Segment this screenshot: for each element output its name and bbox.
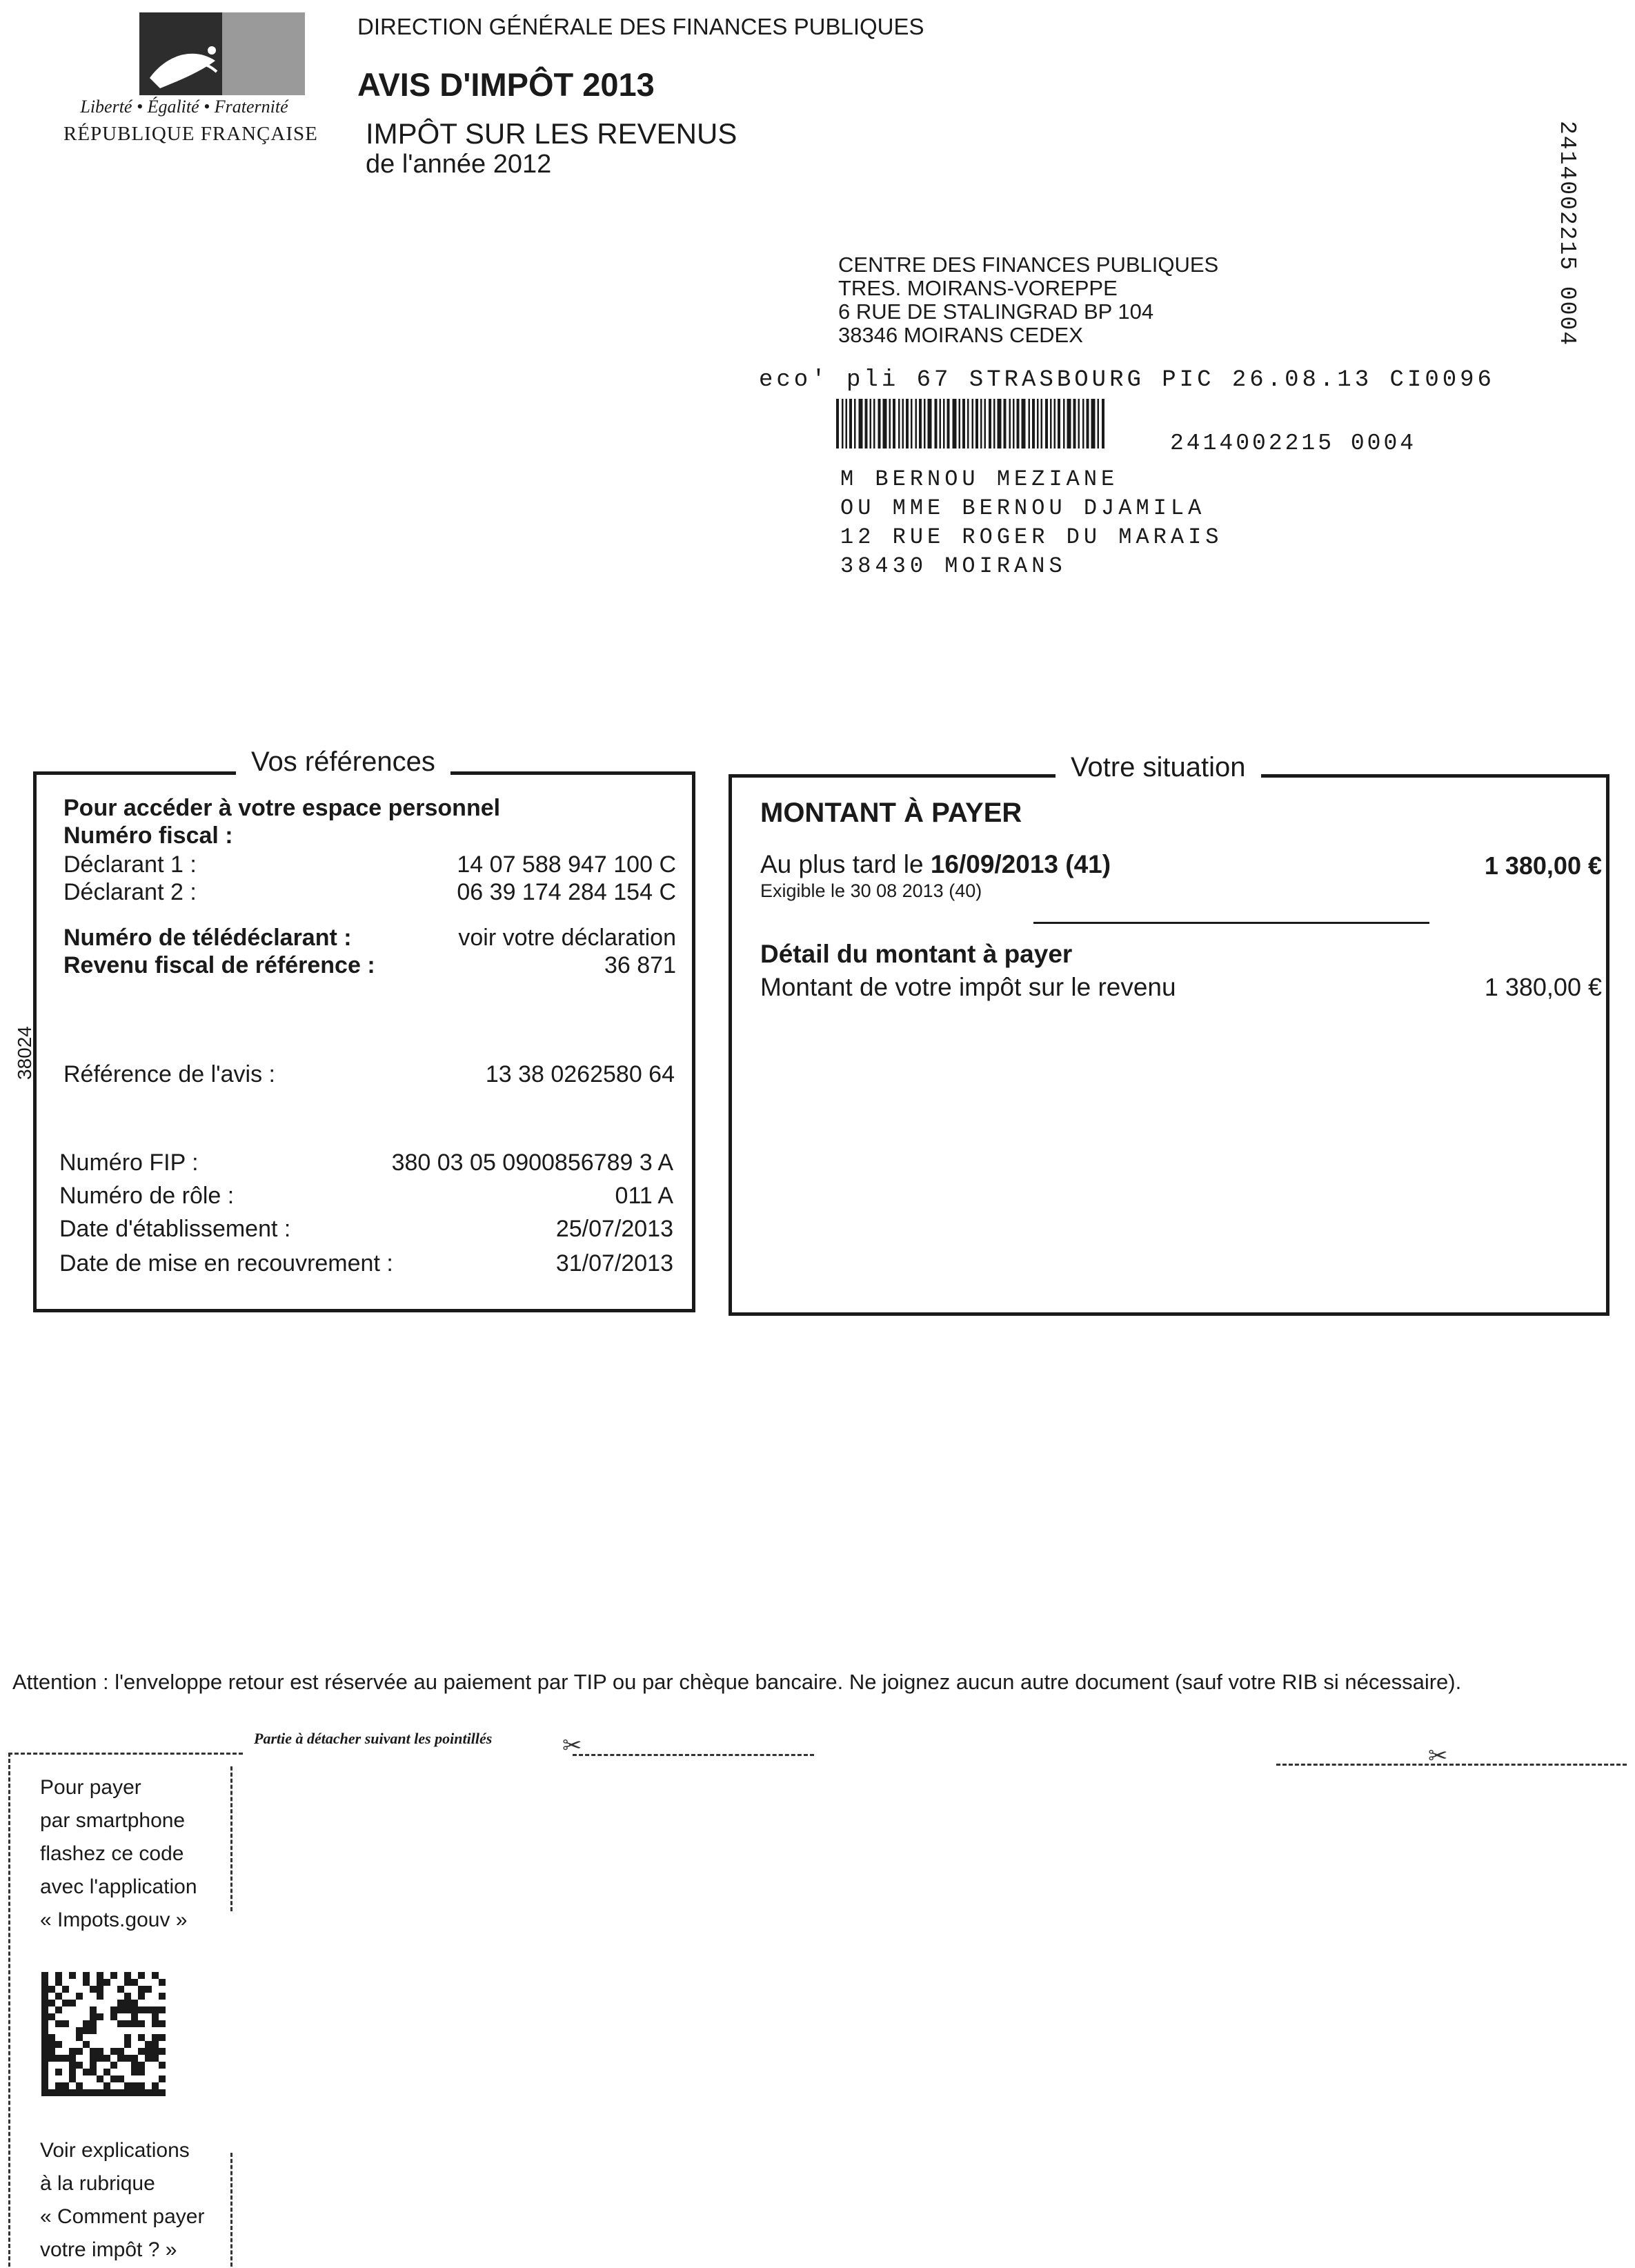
datamatrix-module <box>83 2069 90 2075</box>
fip-label: Numéro FIP : <box>59 1150 199 1176</box>
barcode-bar <box>972 399 974 448</box>
sender-line: CENTRE DES FINANCES PUBLIQUES <box>838 253 1219 277</box>
datamatrix-module <box>62 2055 69 2062</box>
datamatrix-module <box>83 2041 90 2048</box>
avis-label: Référence de l'avis : <box>63 1061 275 1087</box>
recipient-line: 38430 MOIRANS <box>840 553 1067 579</box>
barcode-bar <box>1058 399 1060 448</box>
barcode-bar <box>889 399 891 448</box>
datamatrix-module <box>124 2041 131 2048</box>
datamatrix-module <box>131 2082 138 2089</box>
datamatrix-module <box>41 2048 48 2055</box>
datamatrix-module <box>124 2055 131 2062</box>
barcode-bar <box>836 399 839 448</box>
barcode-bar <box>998 399 1002 448</box>
exigible-date: Exigible le 30 08 2013 (40) <box>760 880 982 901</box>
barcode-bar <box>1078 399 1080 448</box>
datamatrix-module <box>117 2020 124 2027</box>
recouv-value: 31/07/2013 <box>555 1250 673 1276</box>
datamatrix-module <box>97 1972 103 1979</box>
barcode-bar <box>975 399 978 448</box>
datamatrix-module <box>69 2075 76 2082</box>
datamatrix-module <box>48 2013 55 2020</box>
datamatrix-module <box>41 2013 48 2020</box>
datamatrix-module <box>90 2089 97 2096</box>
datamatrix-module <box>97 2089 103 2096</box>
datamatrix-module <box>159 2034 166 2041</box>
cut-line <box>1276 1764 1627 1766</box>
income-year: de l'année 2012 <box>366 150 552 179</box>
datamatrix-module <box>69 2069 76 2075</box>
datamatrix-module <box>41 2006 48 2013</box>
barcode-bar <box>893 399 895 448</box>
barcode-bar <box>1029 399 1031 448</box>
fip-value: 380 03 05 0900856789 3 A <box>391 1150 673 1176</box>
barcode-bar <box>873 399 875 448</box>
cut-line <box>573 1754 814 1756</box>
datamatrix-module <box>138 2062 145 2069</box>
datamatrix-module <box>41 2041 48 2048</box>
datamatrix-module <box>117 2075 124 2082</box>
barcode-bar <box>859 399 863 448</box>
datamatrix-module <box>97 1993 103 2000</box>
barcode-bar <box>943 399 945 448</box>
declarant2-value: 06 39 174 284 154 C <box>457 879 676 905</box>
datamatrix-module <box>55 2006 62 2013</box>
datamatrix-module <box>159 2075 166 2082</box>
barcode-bar <box>1037 399 1039 448</box>
barcode-bar <box>1054 399 1056 448</box>
datamatrix-module <box>83 2089 90 2096</box>
datamatrix-module <box>41 2089 48 2096</box>
teledeclarant-label: Numéro de télédéclarant : <box>63 925 352 951</box>
rfr-value: 36 871 <box>604 952 676 978</box>
datamatrix-module <box>41 1986 48 1993</box>
republic-name: RÉPUBLIQUE FRANÇAISE <box>63 123 318 145</box>
barcode-bar <box>1087 399 1089 448</box>
datamatrix-module <box>152 2048 159 2055</box>
datamatrix-module <box>145 2048 152 2055</box>
datamatrix-module <box>48 2089 55 2096</box>
datamatrix-module <box>117 2055 124 2062</box>
datamatrix-module <box>110 1972 117 1979</box>
datamatrix-module <box>152 2041 159 2048</box>
datamatrix-module <box>48 1986 55 1993</box>
datamatrix-module <box>117 2089 124 2096</box>
deadline-date: 16/09/2013 (41) <box>930 850 1111 878</box>
barcode-bar <box>849 399 852 448</box>
datamatrix-module <box>145 2006 152 2013</box>
datamatrix-module <box>131 2020 138 2027</box>
datamatrix-module <box>152 2013 159 2020</box>
barcode-bar <box>1050 399 1052 448</box>
datamatrix-module <box>145 1986 152 1993</box>
barcode-bar <box>967 399 969 448</box>
etab-value: 25/07/2013 <box>555 1216 673 1242</box>
datamatrix-module <box>41 2055 48 2062</box>
datamatrix-module <box>124 1993 131 2000</box>
declarant2-label: Déclarant 2 : <box>63 879 197 905</box>
datamatrix-module <box>131 2000 138 2006</box>
datamatrix-module <box>41 2082 48 2089</box>
datamatrix-module <box>76 2034 83 2041</box>
datamatrix-module <box>83 1979 90 1986</box>
datamatrix-module <box>152 2055 159 2062</box>
barcode-bar <box>911 399 913 448</box>
barcode-bar <box>993 399 995 448</box>
cut-line-vertical <box>8 1753 10 2267</box>
vertical-code: 38024 <box>14 1026 35 1080</box>
datamatrix-module <box>48 2034 55 2041</box>
role-label: Numéro de rôle : <box>59 1183 235 1209</box>
explanation-text: Voir explications <box>40 2139 190 2162</box>
avis-value: 13 38 0262580 64 <box>485 1061 675 1087</box>
datamatrix-module <box>90 2027 97 2034</box>
sender-line: 38346 MOIRANS CEDEX <box>838 323 1083 347</box>
datamatrix-module <box>103 2069 110 2075</box>
barcode-bar <box>1032 399 1035 448</box>
datamatrix-module <box>62 2000 69 2006</box>
amount-title: MONTANT À PAYER <box>760 798 1022 828</box>
datamatrix-module <box>159 2020 166 2027</box>
datamatrix-module <box>90 2055 97 2062</box>
datamatrix-module <box>152 2006 159 2013</box>
recipient-line: 12 RUE ROGER DU MARAIS <box>840 524 1223 550</box>
barcode-bar <box>1045 399 1048 448</box>
republic-motto: Liberté • Égalité • Fraternité <box>80 97 288 117</box>
barcode-bar <box>1082 399 1084 448</box>
datamatrix-module <box>138 2048 145 2055</box>
smartphone-text: « Impots.gouv » <box>40 1909 188 1931</box>
datamatrix-module <box>90 2013 97 2020</box>
datamatrix-module <box>69 2048 76 2055</box>
datamatrix-module <box>103 2089 110 2096</box>
declarant1-value: 14 07 588 947 100 C <box>457 851 676 878</box>
datamatrix-module <box>110 2013 117 2020</box>
barcode-bar <box>865 399 868 448</box>
datamatrix-module <box>152 2020 159 2027</box>
datamatrix-module <box>110 2089 117 2096</box>
datamatrix-module <box>41 2027 48 2034</box>
datamatrix-module <box>41 1972 48 1979</box>
datamatrix-module <box>97 1979 103 1986</box>
datamatrix-code[interactable] <box>41 1972 166 2096</box>
datamatrix-module <box>41 2034 48 2041</box>
datamatrix-module <box>97 1986 103 1993</box>
scissors-icon: ✂ <box>1428 1743 1448 1769</box>
smartphone-text: avec l'application <box>40 1875 197 1898</box>
situation-separator <box>1033 922 1429 924</box>
datamatrix-module <box>159 1979 166 1986</box>
barcode-bar <box>902 399 904 448</box>
direction-name: DIRECTION GÉNÉRALE DES FINANCES PUBLIQUES <box>357 14 924 39</box>
role-value: 011 A <box>615 1183 673 1209</box>
barcode-bar <box>1017 399 1020 448</box>
datamatrix-module <box>69 2062 76 2069</box>
barcode-bar <box>1063 399 1065 448</box>
deadline-line <box>760 850 1111 879</box>
datamatrix-module <box>138 1972 145 1979</box>
datamatrix-module <box>48 2041 55 2048</box>
datamatrix-module <box>159 2089 166 2096</box>
barcode-bar <box>870 399 872 448</box>
datamatrix-module <box>62 2020 69 2027</box>
barcode-bar <box>854 399 856 448</box>
barcode-bar <box>1041 399 1043 448</box>
datamatrix-module <box>55 2055 62 2062</box>
datamatrix-module <box>41 2062 48 2069</box>
smartphone-text: Pour payer <box>40 1776 141 1799</box>
datamatrix-module <box>117 2006 124 2013</box>
datamatrix-module <box>90 2020 97 2027</box>
datamatrix-module <box>131 2062 138 2069</box>
references-legend: Vos références <box>236 747 450 778</box>
barcode-number: 2414002215 0004 <box>1170 431 1417 456</box>
datamatrix-module <box>138 2006 145 2013</box>
datamatrix-module <box>62 1986 69 1993</box>
sender-line: 6 RUE DE STALINGRAD BP 104 <box>838 299 1154 324</box>
datamatrix-module <box>138 2082 145 2089</box>
datamatrix-module <box>131 2013 138 2020</box>
barcode-bar <box>1004 399 1007 448</box>
barcode-bar <box>959 399 961 448</box>
datamatrix-module <box>83 1972 90 1979</box>
datamatrix-module <box>41 2075 48 2082</box>
access-title: Pour accéder à votre espace personnel <box>63 795 501 821</box>
datamatrix-module <box>110 2062 117 2069</box>
sender-line: TRES. MOIRANS-VOREPPE <box>838 276 1118 300</box>
detach-instruction: Partie à détacher suivant les pointillés <box>254 1730 493 1747</box>
deadline-amount: 1 380,00 € <box>1484 851 1602 880</box>
datamatrix-module <box>76 2082 83 2089</box>
datamatrix-module <box>124 2089 131 2096</box>
datamatrix-module <box>159 2048 166 2055</box>
datamatrix-module <box>97 2055 103 2062</box>
barcode-bar <box>940 399 942 448</box>
datamatrix-module <box>124 2020 131 2027</box>
datamatrix-module <box>55 2041 62 2048</box>
datamatrix-module <box>97 2075 103 2082</box>
explanation-text: votre impôt ? » <box>40 2238 177 2261</box>
cut-line-vertical <box>230 2153 232 2267</box>
fiscal-title: Numéro fiscal : <box>63 822 233 849</box>
datamatrix-module <box>159 2006 166 2013</box>
datamatrix-module <box>55 2082 62 2089</box>
datamatrix-module <box>76 2089 83 2096</box>
datamatrix-module <box>152 2089 159 2096</box>
datamatrix-module <box>145 2055 152 2062</box>
datamatrix-module <box>138 2089 145 2096</box>
barcode-bar <box>1102 399 1104 448</box>
datamatrix-module <box>55 1993 62 2000</box>
barcode-bar <box>928 399 932 448</box>
barcode-bar <box>984 399 987 448</box>
cut-line <box>8 1753 243 1755</box>
datamatrix-module <box>145 2089 152 2096</box>
datamatrix-module <box>48 2048 55 2055</box>
barcode-bar <box>962 399 965 448</box>
datamatrix-module <box>110 2006 117 2013</box>
datamatrix-module <box>90 2048 97 2055</box>
barcode-bar <box>989 399 991 448</box>
detail-title: Détail du montant à payer <box>760 940 1073 968</box>
datamatrix-module <box>69 2055 76 2062</box>
datamatrix-module <box>97 2013 103 2020</box>
datamatrix-module <box>55 1972 62 1979</box>
datamatrix-module <box>69 2000 76 2006</box>
barcode-bar <box>1091 399 1096 448</box>
datamatrix-module <box>124 2000 131 2006</box>
datamatrix-module <box>110 2048 117 2055</box>
datamatrix-module <box>103 2082 110 2089</box>
datamatrix-module <box>97 2048 103 2055</box>
datamatrix-module <box>90 2006 97 2013</box>
postmark: eco' pli 67 STRASBOURG PIC 26.08.13 CI0096 <box>759 367 1495 393</box>
datamatrix-module <box>131 2055 138 2062</box>
attention-note: Attention : l'enveloppe retour est réservée au paiement par TIP ou par chèque bancaire. Ne joignez aucun autre document (sauf votre RIB si nécessaire). <box>12 1670 1462 1694</box>
barcode-bar <box>1013 399 1015 448</box>
side-reference-code: 2414002215 0004 <box>1554 121 1580 347</box>
datamatrix-module <box>41 1993 48 2000</box>
deadline-prefix: Au plus tard le <box>760 850 931 878</box>
datamatrix-module <box>62 2082 69 2089</box>
datamatrix-module <box>152 1972 159 1979</box>
datamatrix-module <box>76 2062 83 2069</box>
datamatrix-module <box>55 2020 62 2027</box>
datamatrix-module <box>124 2034 131 2041</box>
page-title: AVIS D'IMPÔT 2013 <box>357 66 655 103</box>
explanation-text: « Comment payer <box>40 2205 205 2228</box>
barcode-bar <box>906 399 909 448</box>
barcode-bar <box>883 399 887 448</box>
declarant1-label: Déclarant 1 : <box>63 851 197 878</box>
barcode <box>836 399 1105 448</box>
situation-legend: Votre situation <box>1056 752 1261 783</box>
barcode-bar <box>915 399 918 448</box>
barcode-bar <box>1098 399 1100 448</box>
barcode-bar <box>1009 399 1011 448</box>
datamatrix-module <box>76 1993 83 2000</box>
datamatrix-module <box>41 1979 48 1986</box>
etab-label: Date d'établissement : <box>59 1216 291 1242</box>
datamatrix-module <box>90 2062 97 2069</box>
datamatrix-module <box>159 2062 166 2069</box>
datamatrix-module <box>131 2069 138 2075</box>
datamatrix-module <box>55 2069 62 2075</box>
barcode-bar <box>924 399 926 448</box>
scissors-icon: ✂ <box>562 1733 582 1759</box>
datamatrix-module <box>103 2055 110 2062</box>
datamatrix-module <box>131 1979 138 1986</box>
datamatrix-module <box>138 1993 145 2000</box>
datamatrix-module <box>124 2082 131 2089</box>
datamatrix-module <box>138 2020 145 2027</box>
datamatrix-module <box>138 1986 145 1993</box>
datamatrix-module <box>138 2034 145 2041</box>
detail-label: Montant de votre impôt sur le revenu <box>760 973 1176 1001</box>
recipient-line: M BERNOU MEZIANE <box>840 466 1119 492</box>
cut-line-vertical <box>230 1766 232 1911</box>
datamatrix-module <box>83 2027 90 2034</box>
datamatrix-module <box>117 2048 124 2055</box>
barcode-bar <box>947 399 950 448</box>
datamatrix-module <box>131 2006 138 2013</box>
datamatrix-module <box>41 2020 48 2027</box>
barcode-bar <box>898 399 900 448</box>
datamatrix-module <box>83 2020 90 2027</box>
datamatrix-module <box>138 2069 145 2075</box>
barcode-bar <box>919 399 922 448</box>
datamatrix-module <box>76 2048 83 2055</box>
barcode-bar <box>980 399 982 448</box>
smartphone-text: par smartphone <box>40 1809 186 1832</box>
barcode-bar <box>878 399 881 448</box>
datamatrix-module <box>90 1986 97 1993</box>
datamatrix-module <box>145 2041 152 2048</box>
datamatrix-module <box>124 1979 131 1986</box>
barcode-bar <box>1022 399 1026 448</box>
datamatrix-module <box>159 1993 166 2000</box>
barcode-bar <box>842 399 844 448</box>
datamatrix-module <box>76 2027 83 2034</box>
barcode-bar <box>1073 399 1076 448</box>
datamatrix-module <box>55 1979 62 1986</box>
datamatrix-module <box>103 1979 110 1986</box>
datamatrix-module <box>48 2055 55 2062</box>
datamatrix-module <box>41 2000 48 2006</box>
datamatrix-module <box>117 2000 124 2006</box>
barcode-bar <box>953 399 957 448</box>
barcode-bar <box>1067 399 1071 448</box>
barcode-bar <box>846 399 848 448</box>
datamatrix-module <box>124 2006 131 2013</box>
detail-amount: 1 380,00 € <box>1484 973 1602 1001</box>
datamatrix-module <box>131 2089 138 2096</box>
datamatrix-module <box>152 2034 159 2041</box>
datamatrix-module <box>55 2089 62 2096</box>
datamatrix-module <box>152 2082 159 2089</box>
barcode-bar <box>935 399 938 448</box>
recipient-line: OU MME BERNOU DJAMILA <box>840 495 1206 521</box>
datamatrix-module <box>124 1972 131 1979</box>
datamatrix-module <box>41 2069 48 2075</box>
datamatrix-module <box>117 1986 124 1993</box>
datamatrix-module <box>48 2000 55 2006</box>
rfr-label: Revenu fiscal de référence : <box>63 952 375 978</box>
datamatrix-module <box>110 2075 117 2082</box>
recouv-label: Date de mise en recouvrement : <box>59 1250 393 1276</box>
smartphone-text: flashez ce code <box>40 1842 184 1865</box>
document-subtitle: IMPÔT SUR LES REVENUS <box>366 117 737 150</box>
datamatrix-module <box>90 2069 97 2075</box>
republique-logo <box>63 12 305 95</box>
datamatrix-module <box>69 2089 76 2096</box>
explanation-text: à la rubrique <box>40 2172 155 2195</box>
datamatrix-module <box>69 1972 76 1979</box>
datamatrix-module <box>62 2089 69 2096</box>
teledeclarant-value: voir votre déclaration <box>458 925 676 951</box>
